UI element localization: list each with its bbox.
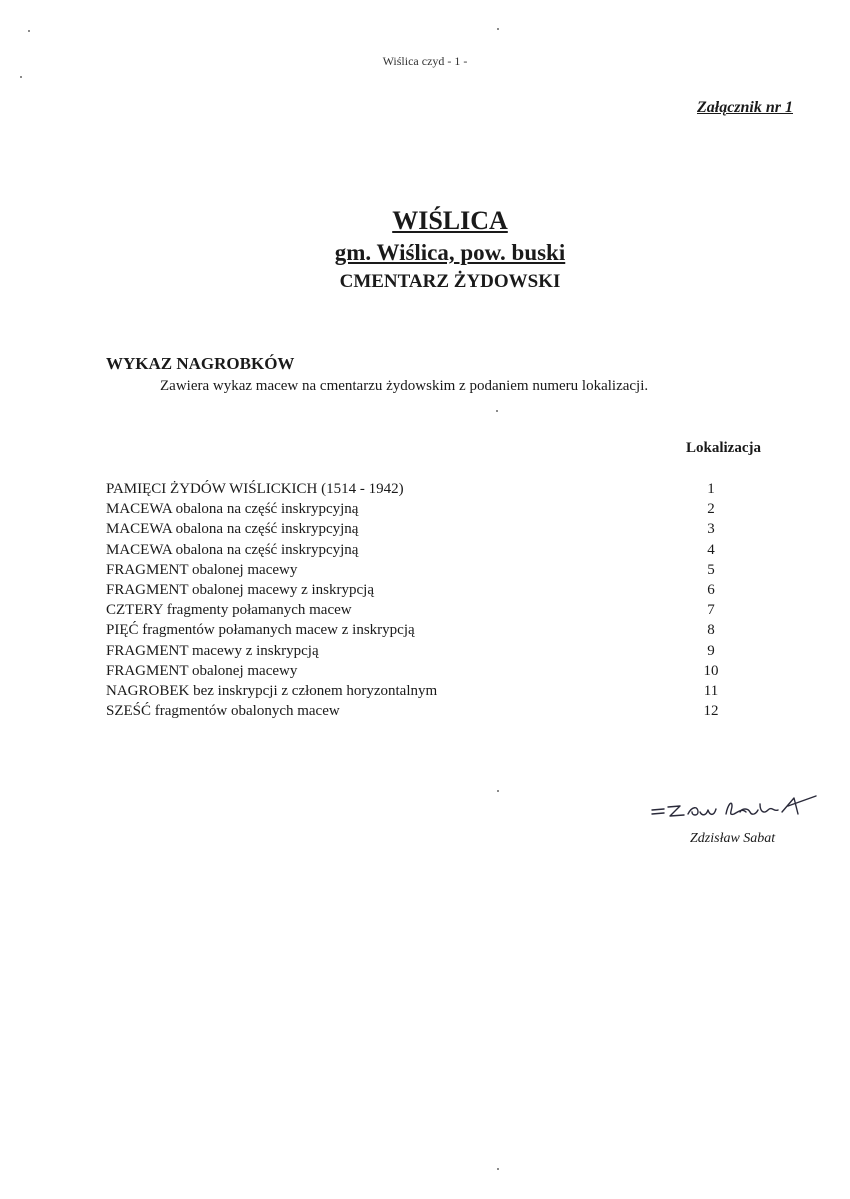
list-item	[106, 499, 746, 519]
list-item	[106, 620, 746, 640]
signer-name: Zdzisław Sabat	[690, 831, 776, 846]
scan-speck	[496, 410, 498, 412]
item-description: FRAGMENT obalonej macewy	[106, 561, 298, 578]
item-location: 10	[703, 662, 719, 679]
item-description: SZEŚĆ fragmentów obalonych macew	[106, 703, 340, 720]
item-description: NAGROBEK bez inskrypcji z członem horyzontalnym	[106, 682, 438, 699]
item-description: PAMIĘCI ŻYDÓW WIŚLICKICH (1514 - 1942)	[106, 481, 404, 497]
item-location: 12	[703, 703, 719, 720]
item-description: CZTERY fragmenty połamanych macew	[106, 602, 352, 619]
item-location: 9	[707, 642, 715, 659]
section-title: WYKAZ NAGROBKÓW	[106, 354, 295, 373]
list-item	[106, 560, 746, 580]
scan-speck	[497, 1168, 499, 1170]
district-subtitle: gm. Wiślica, pow. buski	[334, 240, 566, 265]
list-item	[106, 661, 746, 681]
scan-speck	[497, 790, 499, 792]
item-description: FRAGMENT macewy z inskrypcją	[106, 642, 319, 659]
gravestone-list	[106, 479, 746, 721]
scan-speck	[497, 28, 499, 30]
item-location: 11	[703, 682, 719, 699]
item-description: FRAGMENT obalonej macewy	[106, 662, 298, 679]
list-item	[106, 540, 746, 560]
item-description: MACEWA obalona na część inskrypcyjną	[106, 501, 359, 518]
item-location: 2	[707, 501, 715, 518]
item-description: PIĘĆ fragmentów połamanych macew z inskrypcją	[106, 622, 415, 639]
attachment-label: Załącznik nr 1	[696, 99, 793, 116]
item-location: 1	[707, 481, 715, 497]
list-item	[106, 681, 746, 701]
location-column-header: Lokalizacja	[686, 440, 761, 456]
item-description: MACEWA obalona na część inskrypcyjną	[106, 521, 359, 538]
list-item	[106, 519, 746, 539]
document-reference: Wiślica czyd - 1 -	[382, 54, 468, 68]
list-item	[106, 641, 746, 661]
item-location: 8	[707, 622, 715, 639]
list-item	[106, 580, 746, 600]
item-description: FRAGMENT obalonej macewy z inskrypcją	[106, 581, 375, 598]
item-description: MACEWA obalona na część inskrypcyjną	[106, 541, 359, 558]
item-location: 5	[707, 561, 715, 578]
scan-speck	[28, 30, 30, 32]
item-location: 6	[707, 581, 715, 598]
scan-speck	[20, 76, 22, 78]
page-title: WIŚLICA	[392, 206, 508, 235]
list-item	[106, 701, 746, 721]
list-item	[106, 600, 746, 620]
section-description: Zawiera wykaz macew na cmentarzu żydowskim z podaniem numeru lokalizacji.	[160, 378, 649, 394]
cemetery-subtitle: CMENTARZ ŻYDOWSKI	[339, 271, 561, 292]
list-item	[106, 479, 746, 499]
title-block	[0, 204, 850, 296]
handwritten-signature	[648, 790, 828, 824]
item-location: 3	[707, 521, 715, 538]
item-location: 4	[707, 541, 715, 558]
item-location: 7	[707, 602, 715, 619]
